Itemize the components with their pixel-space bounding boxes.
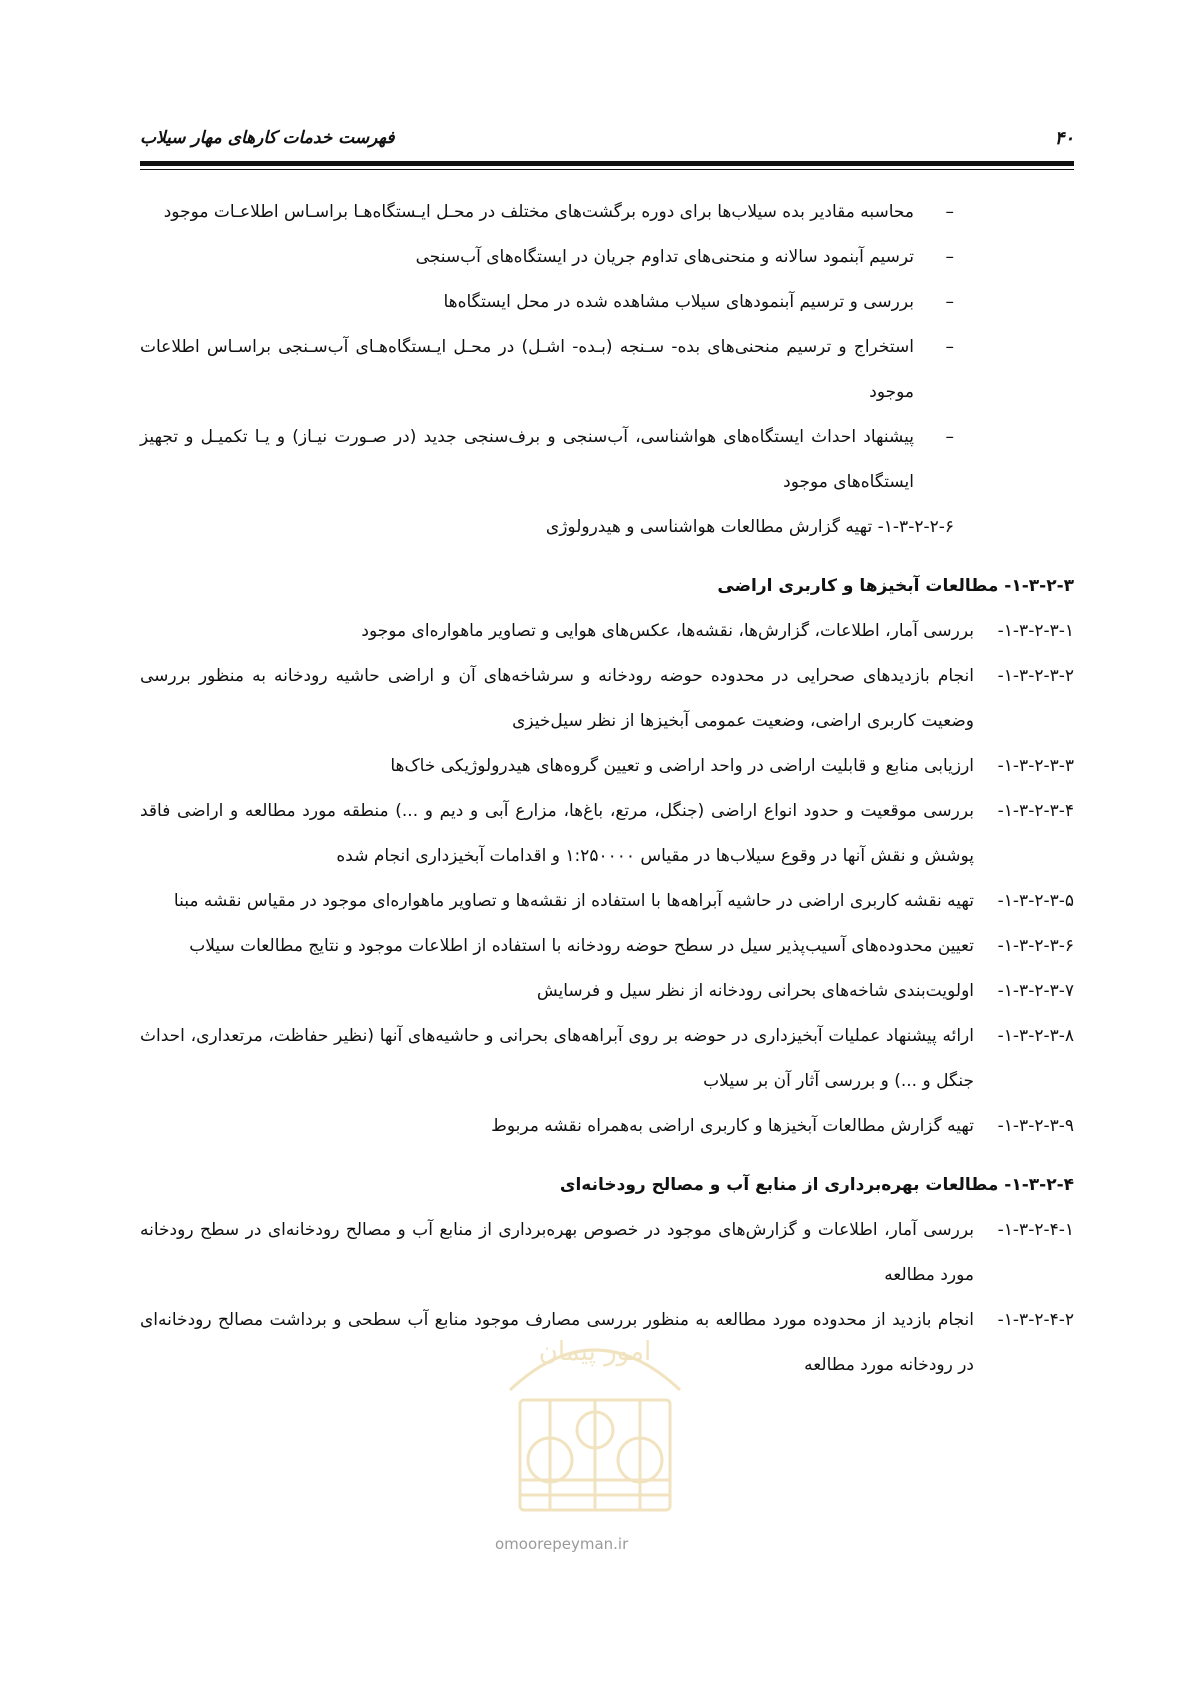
- item-text: انجام بازدیدهای صحرایی در محدوده حوضه رودخانه و سرشاخه‌های آن و اراضی حاشیه رودخانه به منظور بررسی وضعیت کاربری اراضی، وضعیت عمومی آبخیزها از نظر سیل‌خیزی: [140, 666, 974, 731]
- header-rule-thin: [140, 169, 1074, 170]
- body-text: [140, 190, 1074, 1388]
- item-number: ۱-۳-۲-۳-۲-: [997, 666, 1074, 686]
- item-text: بررسی موقعیت و حدود انواع اراضی (جنگل، مرتع، باغ‌ها، مزارع آبی و دیم و ...) منطقه مورد مطالعه و اراضی فاقد پوشش و نقش آنها در وقوع سیلاب‌ها در مقیاس ۱:۲۵۰۰۰۰ و اقدامات آبخیزداری انجام شده: [140, 801, 974, 866]
- item-number: ۱-۳-۲-۴-۱-: [997, 1220, 1074, 1240]
- numbered-item: [140, 505, 954, 550]
- numbered-item: [140, 789, 1074, 879]
- item-number: ۱-۳-۲-۳-۵-: [997, 891, 1074, 911]
- item-number: ۱-۳-۲-۳-۳-: [997, 756, 1074, 776]
- item-text: تهیه گزارش مطالعات آبخیزها و کاربری اراضی به‌همراه نقشه مربوط: [491, 1116, 974, 1136]
- section-heading: ۱-۳-۲-۳- مطالعات آبخیزها و کاربری اراضی: [717, 576, 1074, 596]
- numbered-item: [140, 654, 1074, 744]
- item-text: تهیه گزارش مطالعات هواشناسی و هیدرولوژی: [545, 517, 873, 537]
- item-text: بررسی آمار، اطلاعات و گزارش‌های موجود در خصوص بهره‌برداری از منابع آب و مصالح رودخانه‌ای در سطح رودخانه مورد مطالعه: [140, 1220, 974, 1285]
- item-number: ۱-۳-۲-۳-۴-: [997, 801, 1074, 821]
- item-text: تعیین محدوده‌های آسیب‌پذیر سیل در سطح حوضه رودخانه با استفاده از اطلاعات موجود و نتایج مطالعات سیلاب: [189, 936, 974, 956]
- item-text: تهیه نقشه کاربری اراضی در حاشیه آبراهه‌ها با استفاده از نقشه‌ها و تصاویر ماهواره‌ای موجود در مقیاس نقشه مبنا: [173, 891, 974, 911]
- item-text: انجام بازدید از محدوده مورد مطالعه به منظور بررسی مصارف موجود منابع آب سطحی و برداشت مصالح رودخانه‌ای در رودخانه مورد مطالعه: [140, 1310, 974, 1375]
- numbered-item: [140, 969, 1074, 1014]
- item-number: ۱-۳-۲-۳-۶-: [997, 936, 1074, 956]
- numbered-item: [140, 879, 1074, 924]
- header-rule-thick: [140, 161, 1074, 166]
- item-number: ۱-۳-۲-۳-۸-: [997, 1026, 1074, 1046]
- numbered-item: [140, 1104, 1074, 1149]
- numbered-item: [140, 609, 1074, 654]
- item-text: ارائه پیشنهاد عملیات آبخیزداری در حوضه بر روی آبراهه‌های بحرانی و حاشیه‌های آنها (نظیر حفاظت، مرتعداری، احداث جنگل و ...) و بررسی آثار آن بر سیلاب: [140, 1026, 974, 1091]
- bullet-item: – ترسیم آبنمود سالانه و منحنی‌های تداوم جریان در ایستگاه‌های آب‌سنجی: [415, 247, 954, 267]
- page-number: ۴۰: [1054, 128, 1074, 149]
- item-number: ۱-۳-۲-۲-۶-: [877, 517, 954, 537]
- item-text: بررسی آمار، اطلاعات، گزارش‌ها، نقشه‌ها، عکس‌های هوایی و تصاویر ماهواره‌ای موجود: [361, 621, 974, 641]
- numbered-item: [140, 744, 1074, 789]
- header-title: فهرست خدمات کارهای مهار سیلاب: [140, 128, 395, 148]
- item-number: ۱-۳-۲-۳-۱-: [997, 621, 1074, 641]
- watermark-logo-icon: [490, 1280, 700, 1530]
- item-number: ۱-۳-۲-۳-۷-: [997, 981, 1074, 1001]
- numbered-item: [140, 924, 1074, 969]
- watermark-logo-text: امور پیمان: [538, 1337, 652, 1367]
- bullet-item: – پیشنهاد احداث ایستگاه‌های هواشناسی، آب‌سنجی و برف‌سنجی جدید (در صـورت نیـاز) و یـا تکمیـل و تجهیز ایستگاه‌های موجود: [140, 427, 954, 492]
- numbered-item: [140, 1014, 1074, 1104]
- item-number: ۱-۳-۲-۴-۲-: [997, 1310, 1074, 1330]
- bullet-item: – استخراج و ترسیم منحنی‌های بده- سـنجه (بـده- اشـل) در محـل ایـستگاه‌هـای آب‌سـنجی براسـاس اطلاعات موجود: [140, 337, 954, 402]
- section-heading: ۱-۳-۲-۴- مطالعات بهره‌برداری از منابع آب و مصالح رودخانه‌ای: [559, 1175, 1074, 1195]
- item-number: ۱-۳-۲-۳-۹-: [997, 1116, 1074, 1136]
- item-text: ارزیابی منابع و قابلیت اراضی در واحد اراضی و تعیین گروه‌های هیدرولوژیکی خاک‌ها: [390, 756, 974, 776]
- item-text: اولویت‌بندی شاخه‌های بحرانی رودخانه از نظر سیل و فرسایش: [536, 981, 974, 1001]
- bullet-item: – محاسبه مقادیر بده سیلاب‌ها برای دوره برگشت‌های مختلف در محـل ایـستگاه‌هـا براسـاس اطلاعـات موجود: [163, 202, 954, 222]
- bullet-item: – بررسی و ترسیم آبنمودهای سیلاب مشاهده شده در محل ایستگاه‌ها: [443, 292, 954, 312]
- watermark-url: omoorepeyman.ir: [495, 1535, 629, 1553]
